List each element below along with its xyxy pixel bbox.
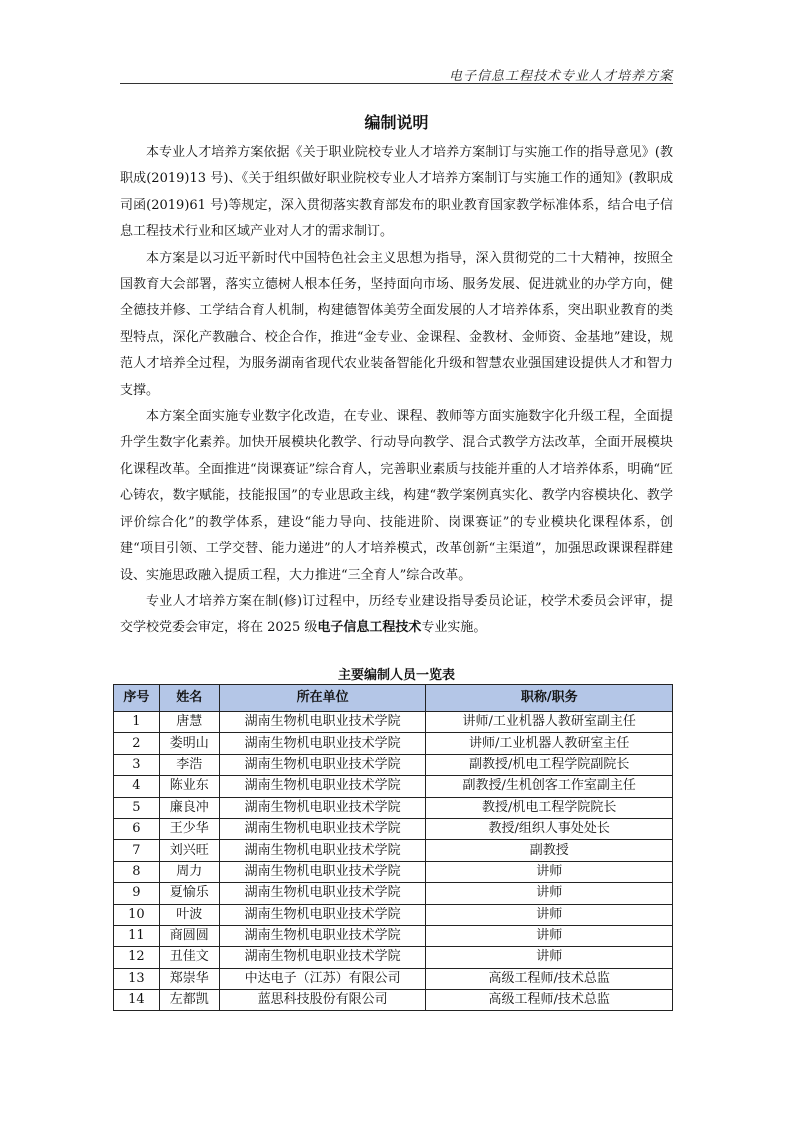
cell-name: 周力 [159, 861, 219, 882]
cell-title: 讲师 [426, 925, 673, 946]
table-row [114, 712, 673, 733]
program-name: 电子信息工程技术 [317, 620, 422, 636]
paragraph-4-text: 专业人才培养方案在制(修)订过程中，历经专业建设指导委员论证，校学术委员会评审，提交学校党委会审定，将在 2025 级 [120, 593, 673, 636]
paragraph-3: 本方案全面实施专业数字化改造，在专业、课程、教师等方面实施数字化升级工程，全面提升学生数字化素养。加快开展模块化教学、行动导向教学、混合式教学方法改革，全面开展模块化课程改革。全面推进“岗课赛证”综合育人，完善职业素质与技能并重的人才培养体系，明确“匠心铸农，数字赋能，技能报国”的专业思政主线，构建“教学案例真实化、教学内容模块化、教学评价综合化”的教学体系，建设“能力导向、技能进阶、岗课赛证”的专业模块化课程体系，创建“项目引领、工学交替、能力递进”的人才培养模式，改革创新“主渠道”，加强思政课课程群建设、实施思政融入提质工程，大力推进“三全育人”综合改革。 [120, 409, 673, 583]
cell-title: 讲师 [426, 947, 673, 968]
cell-index: 11 [114, 925, 160, 946]
cell-index: 13 [114, 968, 160, 989]
table-row [114, 818, 673, 839]
cell-name: 夏愉乐 [159, 883, 219, 904]
cell-name: 商圆圆 [159, 925, 219, 946]
cell-index: 4 [114, 776, 160, 797]
cell-index: 1 [114, 712, 160, 733]
paragraph-1: 本专业人才培养方案依据《关于职业院校专业人才培养方案制订与实施工作的指导意见》(教职成(2019)13 号)、《关于组织做好职业院校专业人才培养方案制订与实施工作的通知》(教职成司函(2019)61 号)等规定，深入贯彻落实教育部发布的职业教育国家教学标准体系，结合电子信息工程技术行业和区域产业对人才的需求制订。 [120, 145, 673, 240]
cell-organization: 湖南生物机电职业技术学院 [219, 712, 426, 733]
cell-name: 唐慧 [159, 712, 219, 733]
table-row [114, 840, 673, 861]
running-header: 电子信息工程技术专业人才培养方案 [448, 69, 673, 84]
cell-index: 7 [114, 840, 160, 861]
table-row [114, 754, 673, 775]
header-name: 姓名 [159, 685, 219, 712]
cell-organization: 湖南生物机电职业技术学院 [219, 925, 426, 946]
table-row [114, 925, 673, 946]
table-row [114, 904, 673, 925]
cell-title: 副教授/生机创客工作室副主任 [426, 776, 673, 797]
cell-title: 讲师 [426, 861, 673, 882]
cell-index: 3 [114, 754, 160, 775]
table-row [114, 861, 673, 882]
header-index: 序号 [114, 685, 160, 712]
cell-name: 娄明山 [159, 733, 219, 754]
cell-title: 高级工程师/技术总监 [426, 968, 673, 989]
table-row [114, 947, 673, 968]
cell-index: 6 [114, 818, 160, 839]
paragraph-4 [120, 589, 673, 642]
cell-name: 李浩 [159, 754, 219, 775]
cell-name: 陈业东 [159, 776, 219, 797]
cell-organization: 湖南生物机电职业技术学院 [219, 840, 426, 861]
cell-index: 5 [114, 797, 160, 818]
page-title: 编制说明 [364, 113, 429, 132]
cell-title: 讲师 [426, 883, 673, 904]
cell-index: 10 [114, 904, 160, 925]
cell-index: 9 [114, 883, 160, 904]
cell-organization: 湖南生物机电职业技术学院 [219, 818, 426, 839]
table-row [114, 990, 673, 1011]
paragraph-4-end: 专业实施。 [421, 620, 487, 636]
header-rule [120, 83, 673, 84]
cell-name: 刘兴旺 [159, 840, 219, 861]
cell-title: 高级工程师/技术总监 [426, 990, 673, 1011]
paragraph-2: 本方案是以习近平新时代中国特色社会主义思想为指导，深入贯彻党的二十大精神，按照全国教育大会部署，落实立德树人根本任务，坚持面向市场、服务发展、促进就业的办学方向，健全德技并修、工学结合育人机制，构建德智体美劳全面发展的人才培养体系，突出职业教育的类型特点，深化产教融合、校企合作，推进“金专业、金课程、金教材、金师资、金基地”建设，规范人才培养全过程，为服务湖南省现代农业装备智能化升级和智慧农业强国建设提供人才和智力支撑。 [120, 250, 673, 398]
table-title: 主要编制人员一览表 [337, 668, 455, 683]
cell-organization: 湖南生物机电职业技术学院 [219, 754, 426, 775]
cell-name: 廉良冲 [159, 797, 219, 818]
body-text [120, 140, 673, 642]
table-header-row [114, 685, 673, 712]
cell-title: 讲师/工业机器人教研室主任 [426, 733, 673, 754]
staff-table [113, 684, 673, 1011]
cell-name: 左都凯 [159, 990, 219, 1011]
cell-index: 2 [114, 733, 160, 754]
cell-name: 王少华 [159, 818, 219, 839]
cell-organization: 湖南生物机电职业技术学院 [219, 883, 426, 904]
header-organization: 所在单位 [219, 685, 426, 712]
cell-title: 教授/组织人事处处长 [426, 818, 673, 839]
table-body [114, 712, 673, 1011]
table-row [114, 883, 673, 904]
cell-title: 教授/机电工程学院院长 [426, 797, 673, 818]
cell-title: 副教授/机电工程学院副院长 [426, 754, 673, 775]
cell-title: 副教授 [426, 840, 673, 861]
cell-title: 讲师/工业机器人教研室副主任 [426, 712, 673, 733]
cell-title: 讲师 [426, 904, 673, 925]
cell-organization: 湖南生物机电职业技术学院 [219, 904, 426, 925]
table-row [114, 797, 673, 818]
cell-organization: 湖南生物机电职业技术学院 [219, 733, 426, 754]
cell-name: 叶波 [159, 904, 219, 925]
cell-name: 丑佳文 [159, 947, 219, 968]
table-row [114, 968, 673, 989]
cell-organization: 湖南生物机电职业技术学院 [219, 797, 426, 818]
cell-name: 郑崇华 [159, 968, 219, 989]
table-row [114, 776, 673, 797]
cell-index: 8 [114, 861, 160, 882]
table-row [114, 733, 673, 754]
cell-index: 14 [114, 990, 160, 1011]
cell-organization: 蓝思科技股份有限公司 [219, 990, 426, 1011]
cell-organization: 湖南生物机电职业技术学院 [219, 947, 426, 968]
cell-organization: 湖南生物机电职业技术学院 [219, 776, 426, 797]
cell-organization: 中达电子（江苏）有限公司 [219, 968, 426, 989]
header-title: 职称/职务 [426, 685, 673, 712]
cell-index: 12 [114, 947, 160, 968]
cell-organization: 湖南生物机电职业技术学院 [219, 861, 426, 882]
